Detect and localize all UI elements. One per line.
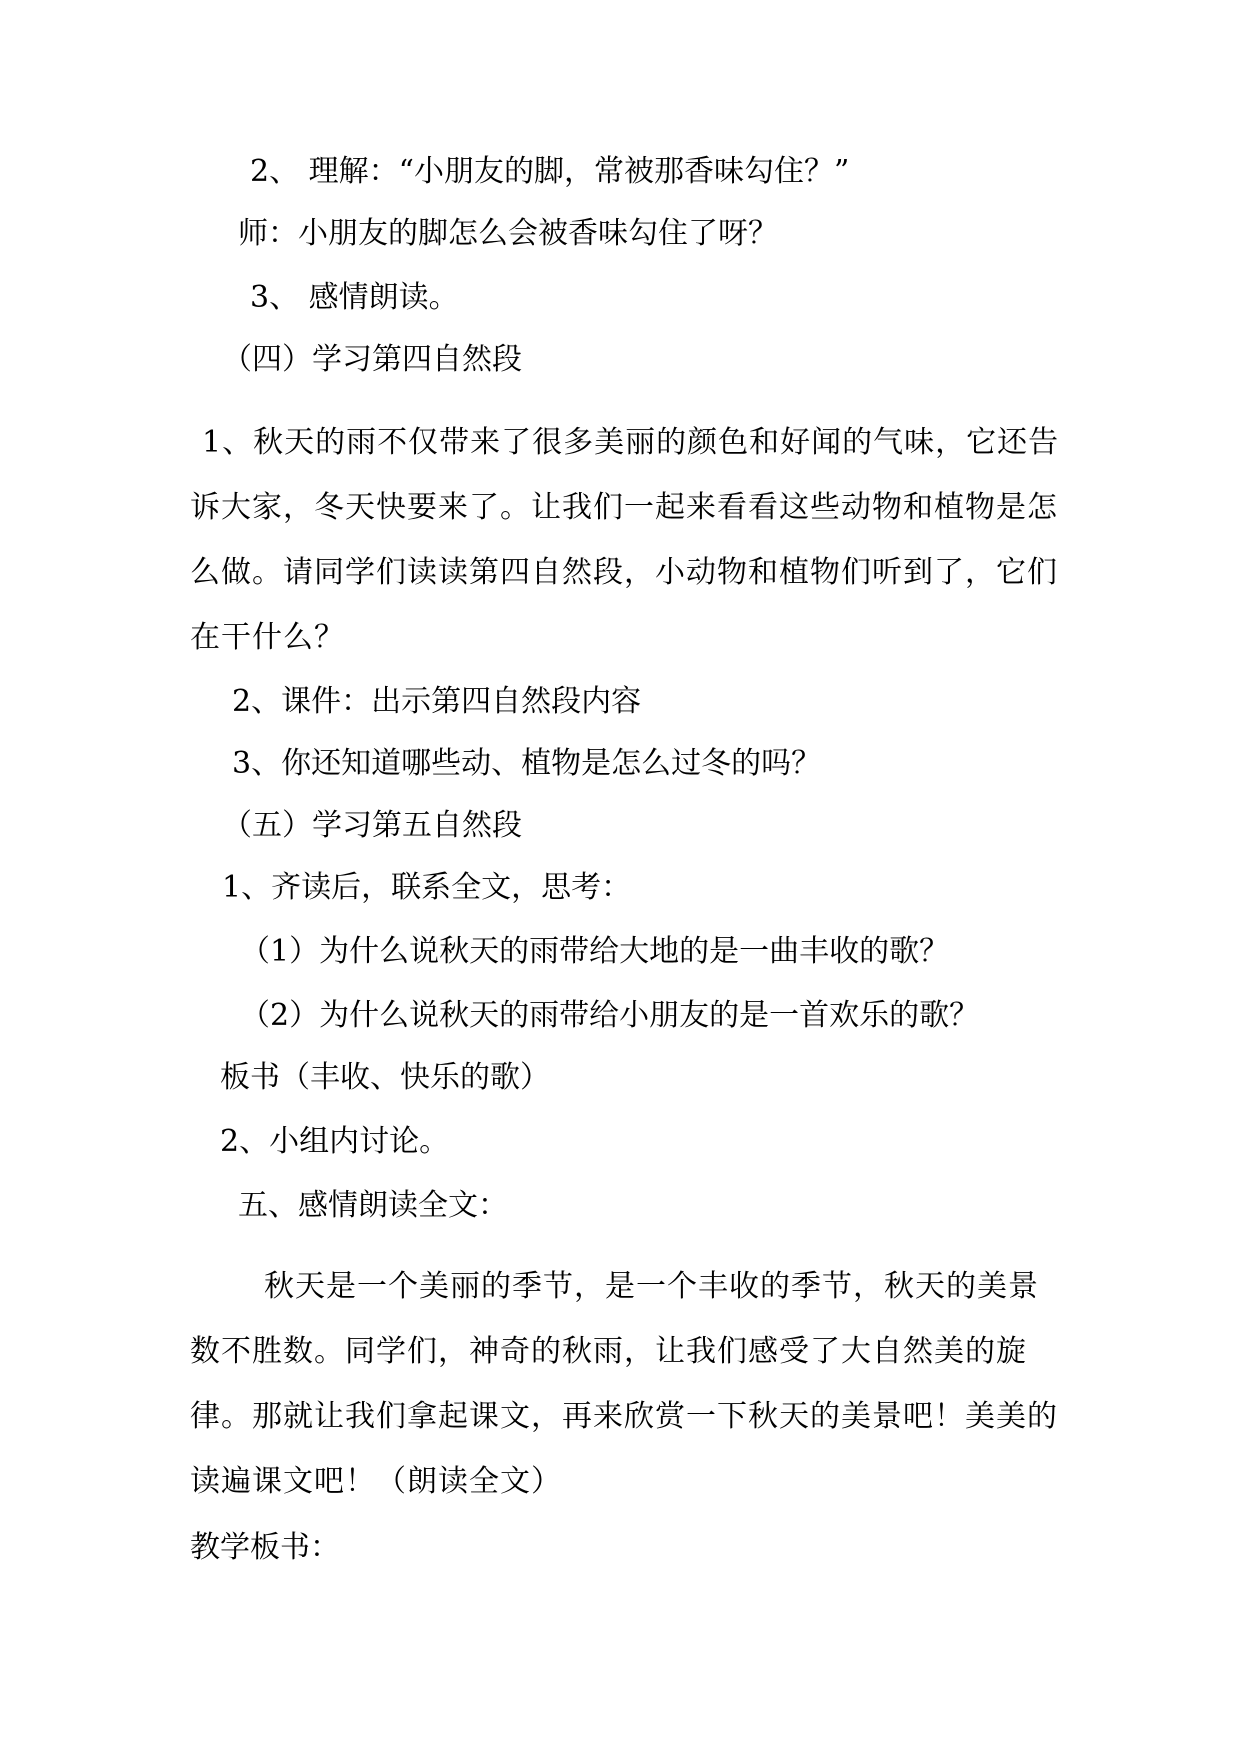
section-heading-5: （五）学习第五自然段 xyxy=(222,808,522,843)
item-group-discussion: 2、小组内讨论。 xyxy=(220,1124,450,1159)
item-emotional-reading: 3、 感情朗读。 xyxy=(250,280,459,315)
question-2: （2）为什么说秋天的雨带给小朋友的是一首欢乐的歌？ xyxy=(240,998,980,1033)
paragraph-section4-intro: 1、秋天的雨不仅带来了很多美丽的颜色和好闻的气味，它还告诉大家，冬天快要来了。让我们一起来看看这些动物和植物是怎么做。请同学们读读第四自然段，小动物和植物们听到了，它们在干什么？ xyxy=(190,425,1060,655)
board-note: 板书（丰收、快乐的歌） xyxy=(220,1060,550,1095)
teaching-board-label: 教学板书： xyxy=(190,1530,340,1565)
item-courseware: 2、课件：出示第四自然段内容 xyxy=(232,684,642,719)
section-heading-4: （四）学习第四自然段 xyxy=(222,342,522,377)
item-winter-question: 3、你还知道哪些动、植物是怎么过冬的吗？ xyxy=(232,746,822,781)
paragraph-closing: 秋天是一个美丽的季节，是一个丰收的季节，秋天的美景数不胜数。同学们，神奇的秋雨，让我们感受了大自然美的旋律。那就让我们拿起课文，再来欣赏一下秋天的美景吧！美美的读遍课文吧！（朗读全文） xyxy=(190,1269,1058,1499)
section-heading-five: 五、感情朗读全文： xyxy=(238,1188,508,1223)
item-read-together: 1、齐读后，联系全文，思考： xyxy=(222,870,632,905)
teacher-question: 师：小朋友的脚怎么会被香味勾住了呀？ xyxy=(238,216,778,251)
item-understand-phrase: 2、 理解：“小朋友的脚，常被那香味勾住？” xyxy=(250,154,850,189)
question-1: （1）为什么说秋天的雨带给大地的是一曲丰收的歌？ xyxy=(240,934,950,969)
